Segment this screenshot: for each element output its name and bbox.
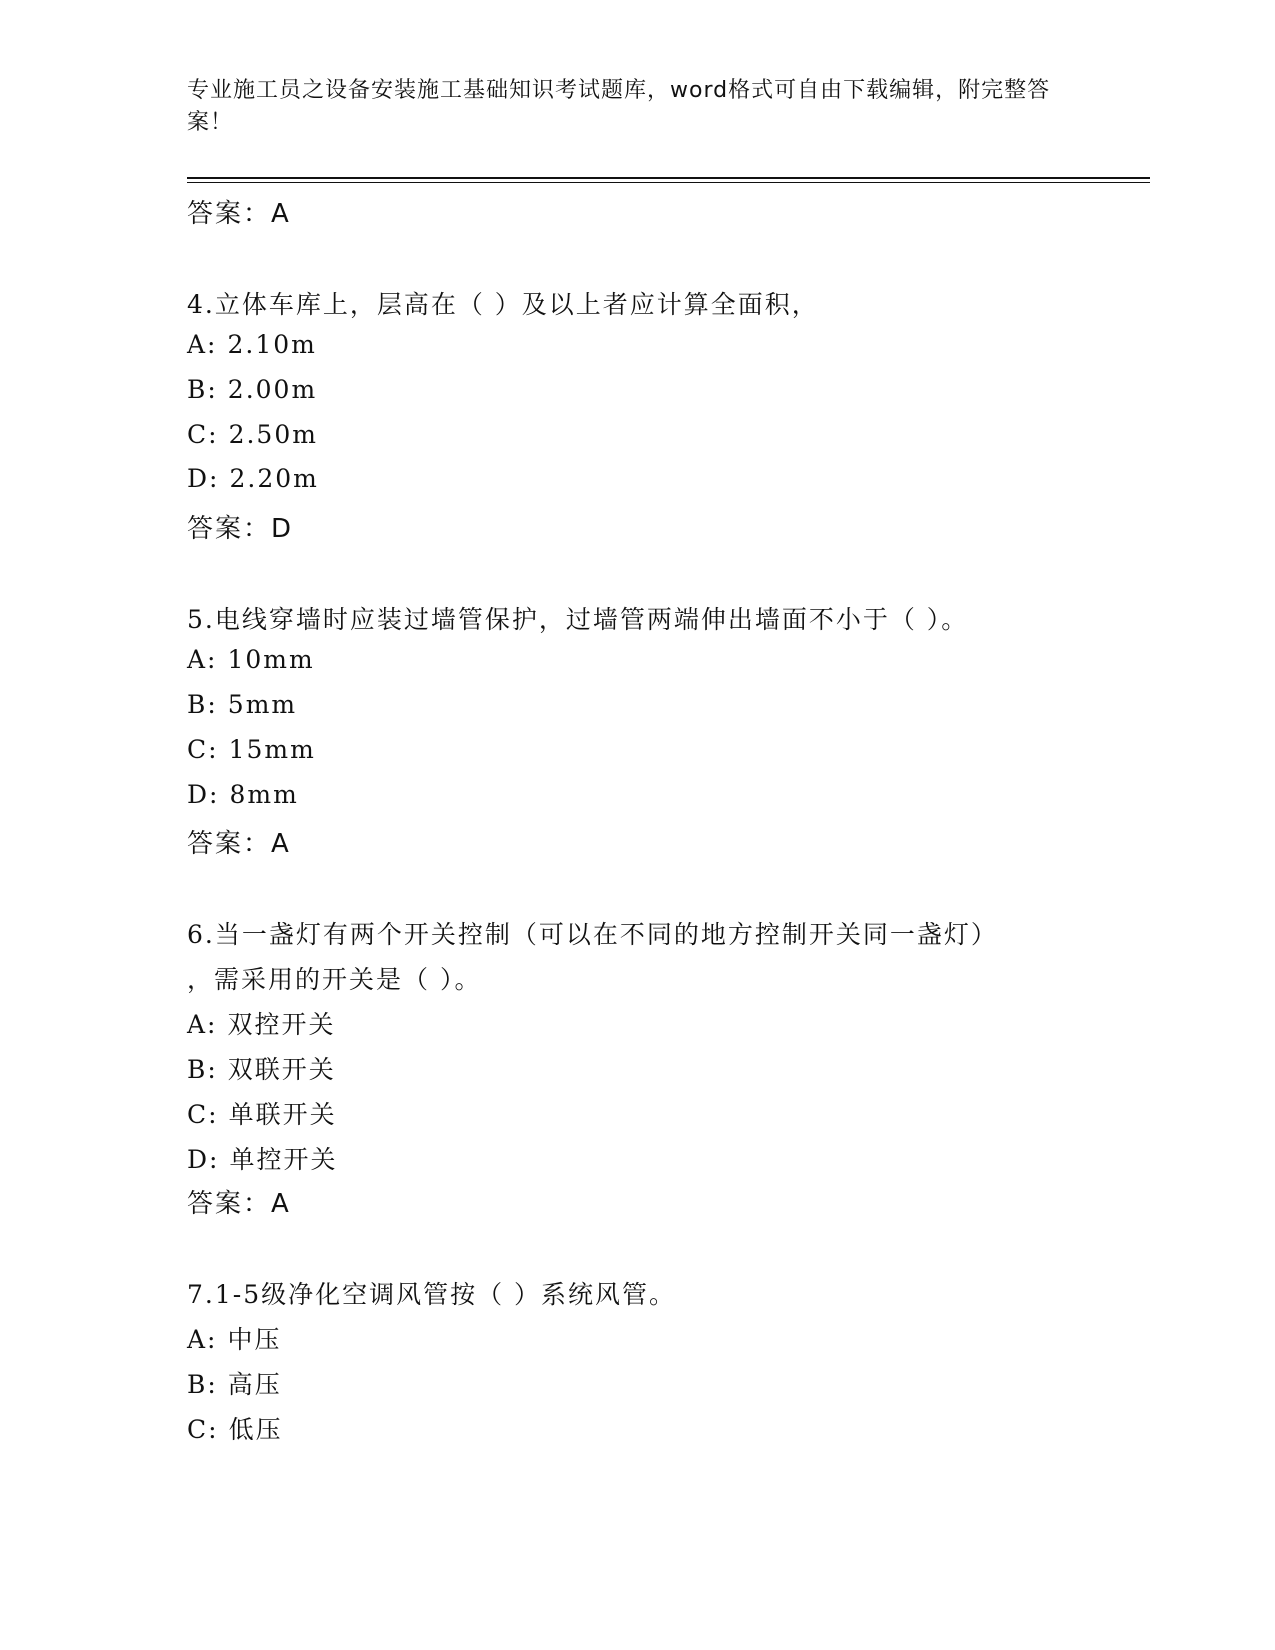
- option-text: 低压: [228, 1415, 283, 1444]
- question-6-option-d: [187, 1140, 337, 1176]
- option-text: 2.00m: [227, 375, 318, 404]
- answer-q3: 答案：A: [187, 199, 291, 229]
- option-letter: D:: [187, 464, 220, 493]
- option-letter: B:: [187, 1055, 218, 1084]
- option-letter: A:: [187, 645, 218, 674]
- option-text: 2.50m: [228, 420, 318, 449]
- answer-q4: 答案：D: [187, 514, 294, 544]
- question-5-option-d: [187, 780, 299, 809]
- option-letter: A:: [187, 1325, 218, 1354]
- answer-q6: 答案：A: [187, 1189, 291, 1219]
- question-4-option-a: [187, 330, 317, 359]
- question-4-option-b: [187, 375, 317, 404]
- option-letter: C:: [187, 1415, 219, 1444]
- option-text: 8mm: [229, 780, 299, 809]
- option-text: 双联开关: [227, 1055, 336, 1084]
- option-letter: C:: [187, 420, 219, 449]
- option-text: 2.20m: [229, 464, 319, 493]
- question-6-option-a: [187, 1005, 336, 1041]
- question-5-option-c: [187, 735, 316, 764]
- question-6-stem-line-1: 6.当一盏灯有两个开关控制（可以在不同的地方控制开关同一盏灯）: [187, 920, 998, 949]
- option-letter: C:: [187, 735, 219, 764]
- option-text: 10mm: [227, 645, 315, 674]
- option-text: 15mm: [228, 735, 316, 764]
- option-letter: B:: [187, 375, 218, 404]
- question-4-option-c: [187, 420, 318, 449]
- option-letter: B:: [187, 690, 218, 719]
- question-7-option-b: [187, 1365, 282, 1401]
- question-6-option-c: [187, 1095, 337, 1131]
- option-text: 单控开关: [229, 1145, 338, 1174]
- question-5-stem: 5.电线穿墙时应装过墙管保护，过墙管两端伸出墙面不小于（ ）。: [187, 605, 969, 634]
- option-letter: D:: [187, 1145, 220, 1174]
- question-7-option-c: [187, 1410, 283, 1446]
- question-4-option-d: [187, 464, 319, 493]
- header-divider-thick: [187, 177, 1150, 179]
- question-4-stem: 4.立体车库上，层高在（ ）及以上者应计算全面积，: [187, 290, 819, 319]
- answer-q5: 答案：A: [187, 829, 291, 859]
- option-text: 5mm: [227, 690, 298, 719]
- option-letter: C:: [187, 1100, 219, 1129]
- option-text: 单联开关: [228, 1100, 337, 1129]
- header-divider-thin: [187, 182, 1150, 183]
- question-6-option-b: [187, 1050, 336, 1086]
- question-5-option-b: [187, 690, 297, 719]
- option-letter: A:: [187, 330, 218, 359]
- question-5-option-a: [187, 645, 315, 674]
- question-7-stem: 7.1-5级净化空调风管按（ ）系统风管。: [187, 1280, 677, 1309]
- option-letter: D:: [187, 780, 220, 809]
- option-letter: B:: [187, 1370, 218, 1399]
- option-text: 中压: [227, 1325, 282, 1354]
- option-text: 双控开关: [227, 1010, 336, 1039]
- document-header: 专业施工员之设备安装施工基础知识考试题库，word格式可自由下载编辑，附完整答案！: [187, 78, 1051, 135]
- option-text: 高压: [227, 1370, 282, 1399]
- option-text: 2.10m: [227, 330, 317, 359]
- option-letter: A:: [187, 1010, 218, 1039]
- question-6-stem-line-2: ，需采用的开关是（ ）。: [187, 965, 482, 994]
- question-7-option-a: [187, 1320, 282, 1356]
